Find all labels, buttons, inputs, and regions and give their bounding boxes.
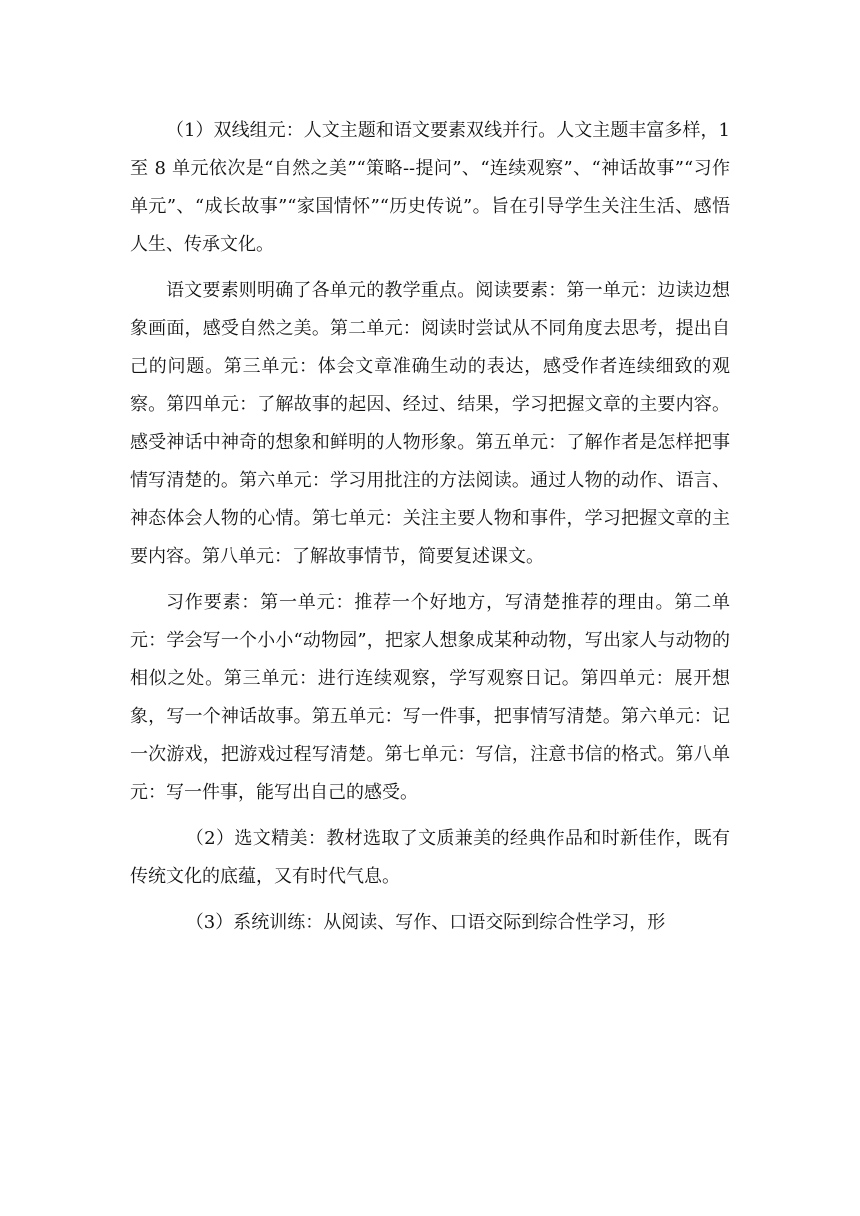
document-body <box>130 112 730 950</box>
paragraph-dual-line-units: （1）双线组元：人文主题和语文要素双线并行。人文主题丰富多样，1 至 8 单元依次是“自然之美”“策略--提问”、“连续观察”、“神话故事”“习作单元”、“成长故事”“家国情怀”“历史传说”。旨在引导学生关注生活、感悟人生、传承文化。 <box>130 120 730 255</box>
paragraph-selected-texts: （2）选文精美：教材选取了文质兼美的经典作品和时新佳作，既有传统文化的底蕴，又有时代气息。 <box>130 828 730 887</box>
paragraph-reading-elements: 语文要素则明确了各单元的教学重点。阅读要素：第一单元：边读边想象画面，感受自然之美。第二单元：阅读时尝试从不同角度去思考，提出自己的问题。第三单元：体会文章准确生动的表达，感受作者连续细致的观察。第四单元：了解故事的起因、经过、结果，学习把握文章的主要内容。感受神话中神奇的想象和鲜明的人物形象。第五单元：了解作者是怎样把事情写清楚的。第六单元：学习用批注的方法阅读。通过人物的动作、语言、神态体会人物的心情。第七单元：关注主要人物和事件，学习把握文章的主要内容。第八单元：了解故事情节，简要复述课文。 <box>130 280 730 567</box>
paragraph-writing-elements: 习作要素：第一单元：推荐一个好地方，写清楚推荐的理由。第二单元：学会写一个小小“动物园”，把家人想象成某种动物，写出家人与动物的相似之处。第三单元：进行连续观察，学写观察日记。第四单元：展开想象，写一个神话故事。第五单元：写一件事，把事情写清楚。第六单元：记一次游戏，把游戏过程写清楚。第七单元：写信，注意书信的格式。第八单元：写一件事，能写出自己的感受。 <box>130 592 730 803</box>
paragraph-system-training: （3）系统训练：从阅读、写作、口语交际到综合性学习，形 <box>185 912 666 933</box>
